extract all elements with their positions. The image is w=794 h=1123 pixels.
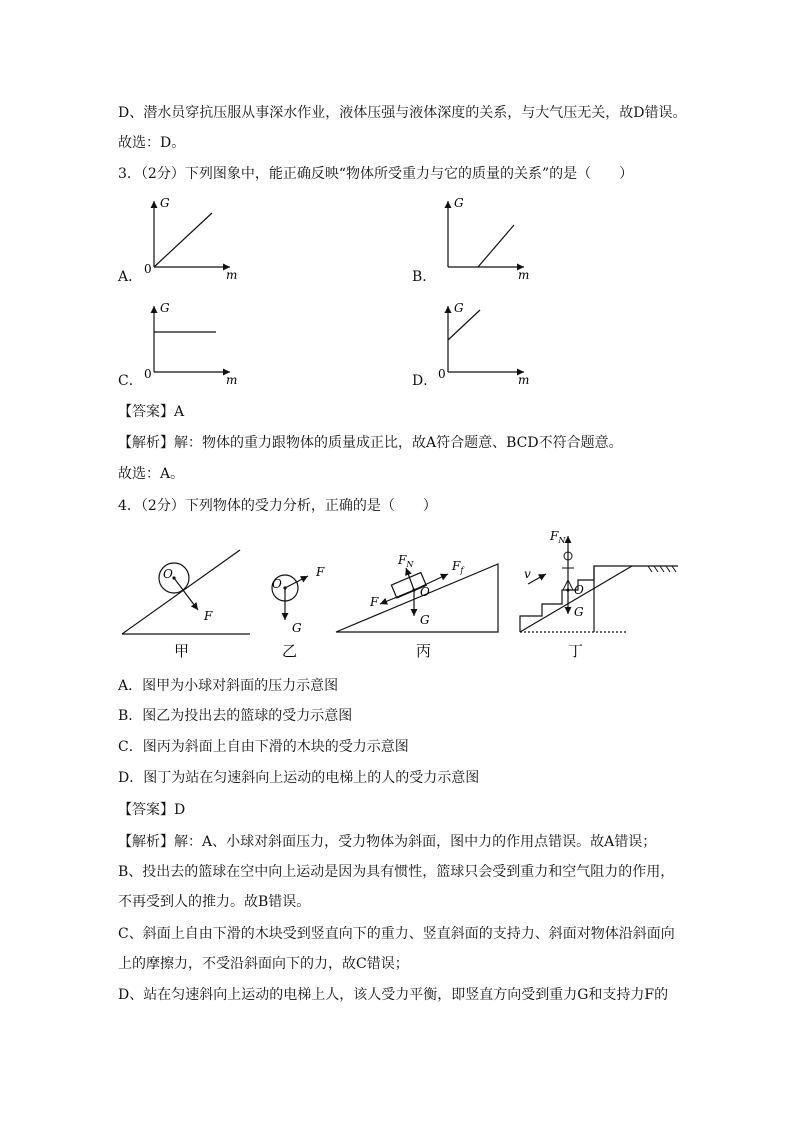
label-fn: $F_N$ <box>398 553 414 569</box>
answer-3: 【答案】A <box>118 404 185 420</box>
axis-m-label: m <box>518 373 530 387</box>
option-d: D．图丁为站在匀速斜向上运动的电梯上的人的受力示意图 <box>118 770 480 786</box>
label-g: G <box>420 613 430 627</box>
caption-yi: 乙 <box>282 642 298 660</box>
axis-m-label: m <box>226 373 238 387</box>
figure-yi <box>272 565 325 660</box>
question-3: 3．（2分）下列图象中，能正确反映“物体所受重力与它的质量的关系”的是（ ） <box>118 166 634 182</box>
figure-ding <box>520 529 678 660</box>
label-o: O <box>420 585 430 599</box>
label-v: v <box>524 567 531 581</box>
answer-4: 【答案】D <box>118 802 186 818</box>
caption-bing: 丙 <box>416 642 432 660</box>
analysis-4-line: D、站在匀速斜向上运动的电梯上人，该人受力平衡，即竖直方向受到重力G和支持力F的 <box>118 987 669 1003</box>
analysis-4-line: 不再受到人的推力。故B错误。 <box>118 894 311 910</box>
axis-g-label: G <box>160 196 170 210</box>
label-f: F <box>370 595 379 609</box>
label-f: F <box>204 609 213 623</box>
figure-jia <box>122 550 250 660</box>
analysis-3: 【解析】解：物体的重力跟物体的质量成正比，故A符合题意、BCD不符合题意。 <box>118 435 623 451</box>
label-o: O <box>163 567 173 581</box>
option-c: C．图丙为斜面上自由下滑的木块的受力示意图 <box>118 739 409 755</box>
select-3: 故选：A。 <box>118 466 185 482</box>
axis-g-label: G <box>160 301 170 315</box>
graph-d <box>434 300 544 390</box>
label-fn: $F_N$ <box>550 529 566 545</box>
graph-c <box>140 300 250 390</box>
analysis-4-line: B、投出去的篮球在空中向上运动是因为具有惯性，篮球只会受到重力和空气阻力的作用， <box>118 864 675 880</box>
graph-a <box>140 195 250 285</box>
axis-g-label: G <box>454 196 464 210</box>
label-g: G <box>292 621 302 635</box>
caption-ding: 丁 <box>568 642 584 660</box>
text-line: 故选：D。 <box>118 135 186 151</box>
choice-a-label: A． <box>118 269 143 285</box>
option-a: A．图甲为小球对斜面的压力示意图 <box>118 678 339 694</box>
force-diagrams <box>118 528 688 663</box>
choice-b-label: B． <box>412 269 437 285</box>
choice-c-label: C． <box>118 373 143 389</box>
question-4: 4．（2分）下列物体的受力分析，正确的是（ ） <box>118 498 437 514</box>
origin-label: 0 <box>144 262 152 276</box>
axis-m-label: m <box>226 268 238 282</box>
option-b: B．图乙为投出去的篮球的受力示意图 <box>118 708 353 724</box>
origin-label: 0 <box>144 367 152 381</box>
caption-jia: 甲 <box>174 642 190 660</box>
origin-label: 0 <box>438 367 446 381</box>
axis-g-label: G <box>454 301 464 315</box>
label-f: F <box>316 565 325 579</box>
graph-b <box>434 195 544 285</box>
analysis-4-line: 上的摩擦力，不受沿斜面向下的力，故C错误； <box>118 956 409 972</box>
label-o: O <box>272 577 282 591</box>
text-line: D、潜水员穿抗压服从事深水作业，液体压强与液体深度的关系，与大气压无关，故D错误。 <box>118 105 687 121</box>
label-g: G <box>574 605 584 619</box>
analysis-4-line: 【解析】解：A、小球对斜面压力，受力物体为斜面，图中力的作用点错误。故A错误； <box>118 834 657 850</box>
choice-d-label: D． <box>412 373 438 389</box>
figure-bing <box>336 553 498 660</box>
axis-m-label: m <box>518 268 530 282</box>
analysis-4-line: C、斜面上自由下滑的木块受到竖直向下的重力、竖直斜面的支持力、斜面对物体沿斜面向 <box>118 926 675 942</box>
label-ff: $F_f$ <box>452 559 464 575</box>
label-o: O <box>574 583 584 597</box>
